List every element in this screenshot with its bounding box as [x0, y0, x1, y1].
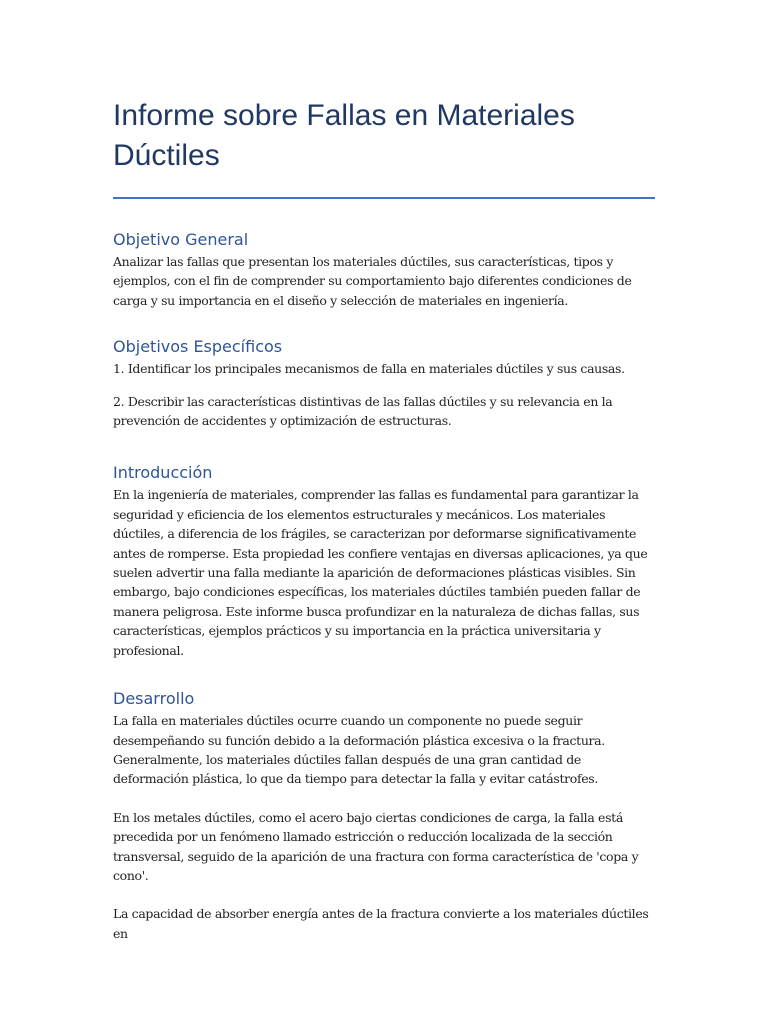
- section-heading-objetivo-general: Objetivo General: [113, 230, 249, 249]
- paragraph: La falla en materiales dúctiles ocurre cuando un componente no puede seguir desempeñando su función debido a la deformación plástica excesiva o la fractura. Generalmente, los materiales dúctiles fallan después de una gran cantidad de deformación plástica, lo que da tiempo para detectar la falla y evitar catástrofes.: [113, 713, 605, 787]
- paragraph: En la ingeniería de materiales, comprender las fallas es fundamental para garantizar la seguridad y eficiencia de los elementos estructurales y mecánicos. Los materiales dúctiles, a diferencia de los frágiles, se caracterizan por deformarse significativamente antes de romperse. Esta propiedad les confiere ventajas en diversas aplicaciones, ya que suelen advertir una falla mediante la aparición de deformaciones plásticas visibles. Sin embargo, bajo condiciones específicas, los materiales dúctiles también pueden fallar de manera peligrosa. Este informe busca profundizar en la naturaleza de dichas fallas, sus características, ejemplos prácticos y su importancia en la práctica universitaria y profesional.: [113, 487, 648, 658]
- paragraph: Analizar las fallas que presentan los materiales dúctiles, sus características, tipos y ejemplos, con el fin de comprender su comportamiento bajo diferentes condiciones de carga y su importancia en el diseño y selección de materiales en ingeniería.: [113, 254, 632, 308]
- section-desarrollo: [113, 689, 655, 943]
- section-heading-introduccion: Introducción: [113, 463, 213, 483]
- paragraph: 1. Identificar los principales mecanismos de falla en materiales dúctiles y sus causas.: [113, 361, 625, 377]
- section-objetivos-especificos: [113, 337, 655, 430]
- paragraph: 2. Describir las características distintivas de las fallas dúctiles y su relevancia en la prevención de accidentes y optimización de estructuras.: [113, 393, 613, 429]
- section-introduccion: [113, 463, 655, 660]
- section-heading-objetivos-especificos: Objetivos Específicos: [113, 337, 283, 357]
- title-underline: [113, 197, 655, 199]
- document-title: Informe sobre Fallas en Materiales Dúctiles: [113, 99, 575, 172]
- document-page: [113, 96, 655, 943]
- section-heading-desarrollo: Desarrollo: [113, 689, 195, 709]
- paragraph: En los metales dúctiles, como el acero bajo ciertas condiciones de carga, la falla está precedida por un fenómeno llamado estricción o reducción localizada de la sección transversal, seguido de la aparición de una fractura con forma característica de 'copa y cono'.: [113, 809, 639, 883]
- section-objetivo-general: [113, 230, 655, 310]
- paragraph: La capacidad de absorber energía antes de la fractura convierte a los materiales dúctiles en: [113, 906, 649, 941]
